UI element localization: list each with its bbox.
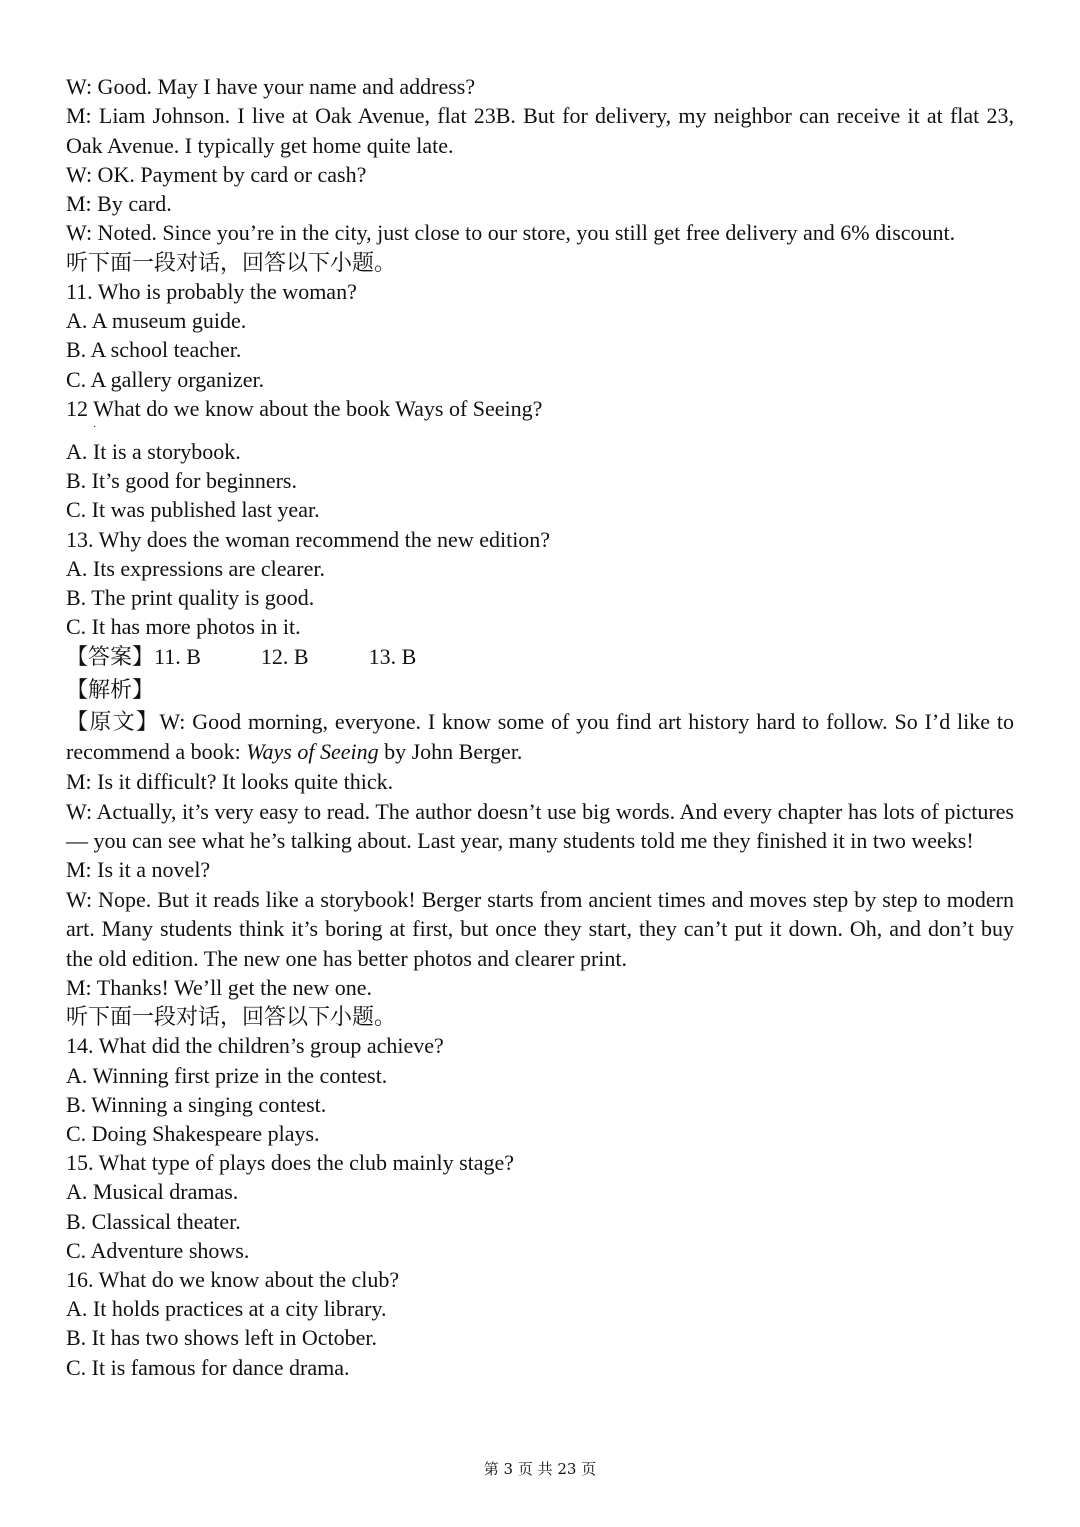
- option: B. A school teacher.: [66, 337, 242, 363]
- option: C. Adventure shows.: [66, 1237, 250, 1263]
- page-footer: 第 3 页 共 23 页: [483, 1460, 597, 1478]
- section-intro: 听下面一段对话，回答以下小题。: [66, 1004, 397, 1030]
- question-12: 12 What do we know about the book Ways of Seeing?: [66, 395, 543, 421]
- option: C. Doing Shakespeare plays.: [66, 1120, 320, 1146]
- option: B. Winning a singing contest.: [66, 1091, 327, 1117]
- dialog-line: W: Good. May I have your name and address?: [66, 74, 476, 99]
- dialog-line: M: Liam Johnson. I live at Oak Avenue, flat 23B. But for delivery, my neighbor can receive it at flat 23, Oak Avenue. I typically get home quite late.: [66, 103, 1014, 158]
- option: A. Winning first prize in the contest.: [66, 1062, 388, 1088]
- stray-dot: ·: [93, 422, 97, 434]
- transcript-line: W: Actually, it’s very easy to read. The author doesn’t use big words. And every chapter has lots of pictures — you can see what he’s talking about. Last year, many students told me they finished it in two weeks!: [66, 798, 1014, 854]
- transcript-line: W: Nope. But it reads like a storybook! Berger starts from ancient times and moves step by step to modern art. Many students think it’s boring at first, but once they start, they can’t put it down. Oh, and don’t buy the old edition. The new one has better photos and clearer print.: [66, 886, 1014, 971]
- transcript-line: 【原文】W: Good morning, everyone. I know some of you find art history hard to follow. So I’d like to recommend a book: Ways of Seeing by John Berger.: [66, 709, 1014, 765]
- answer-label: 【答案】: [66, 644, 155, 670]
- dialog-line: W: Noted. Since you’re in the city, just close to our store, you still get free delivery and 6% discount.: [66, 220, 956, 246]
- option: B. Classical theater.: [66, 1208, 241, 1234]
- option: B. The print quality is good.: [66, 585, 315, 611]
- document-page: [66, 72, 1014, 1382]
- question-14: 14. What did the children’s group achieve?: [66, 1033, 444, 1059]
- question-15: 15. What type of plays does the club mainly stage?: [66, 1150, 515, 1176]
- transcript-line: M: Is it a novel?: [66, 857, 211, 883]
- option: C. It was published last year.: [66, 497, 320, 523]
- option: A. A museum guide.: [66, 308, 247, 334]
- option: B. It’s good for beginners.: [66, 468, 297, 494]
- option: A. It is a storybook.: [66, 439, 241, 465]
- analysis-label: 【解析】: [66, 677, 155, 703]
- option: C. It is famous for dance drama.: [66, 1354, 350, 1380]
- dialog-line: M: By card.: [66, 191, 172, 217]
- transcript-line: M: Is it difficult? It looks quite thick.: [66, 769, 394, 795]
- question-11: 11. Who is probably the woman?: [66, 279, 357, 305]
- option: A. It holds practices at a city library.: [66, 1296, 387, 1322]
- question-16: 16. What do we know about the club?: [66, 1266, 400, 1292]
- transcript-line: M: Thanks! We’ll get the new one.: [66, 974, 372, 1000]
- section-intro: 听下面一段对话，回答以下小题。: [66, 249, 397, 275]
- option: B. It has two shows left in October.: [66, 1325, 378, 1351]
- question-13: 13. Why does the woman recommend the new edition?: [66, 526, 551, 552]
- option: A. Its expressions are clearer.: [66, 555, 326, 581]
- option: C. It has more photos in it.: [66, 614, 301, 640]
- answer-line: [66, 641, 1014, 673]
- transcript-label: 【原文】: [66, 709, 160, 735]
- answer-12: 12. B: [260, 644, 309, 670]
- option: A. Musical dramas.: [66, 1179, 239, 1205]
- option: C. A gallery organizer.: [66, 366, 265, 392]
- answer-13: 13. B: [368, 644, 417, 670]
- dialog-line: W: OK. Payment by card or cash?: [66, 162, 367, 188]
- book-title: Ways of Seeing: [246, 739, 379, 765]
- answer-11: 11. B: [154, 644, 201, 670]
